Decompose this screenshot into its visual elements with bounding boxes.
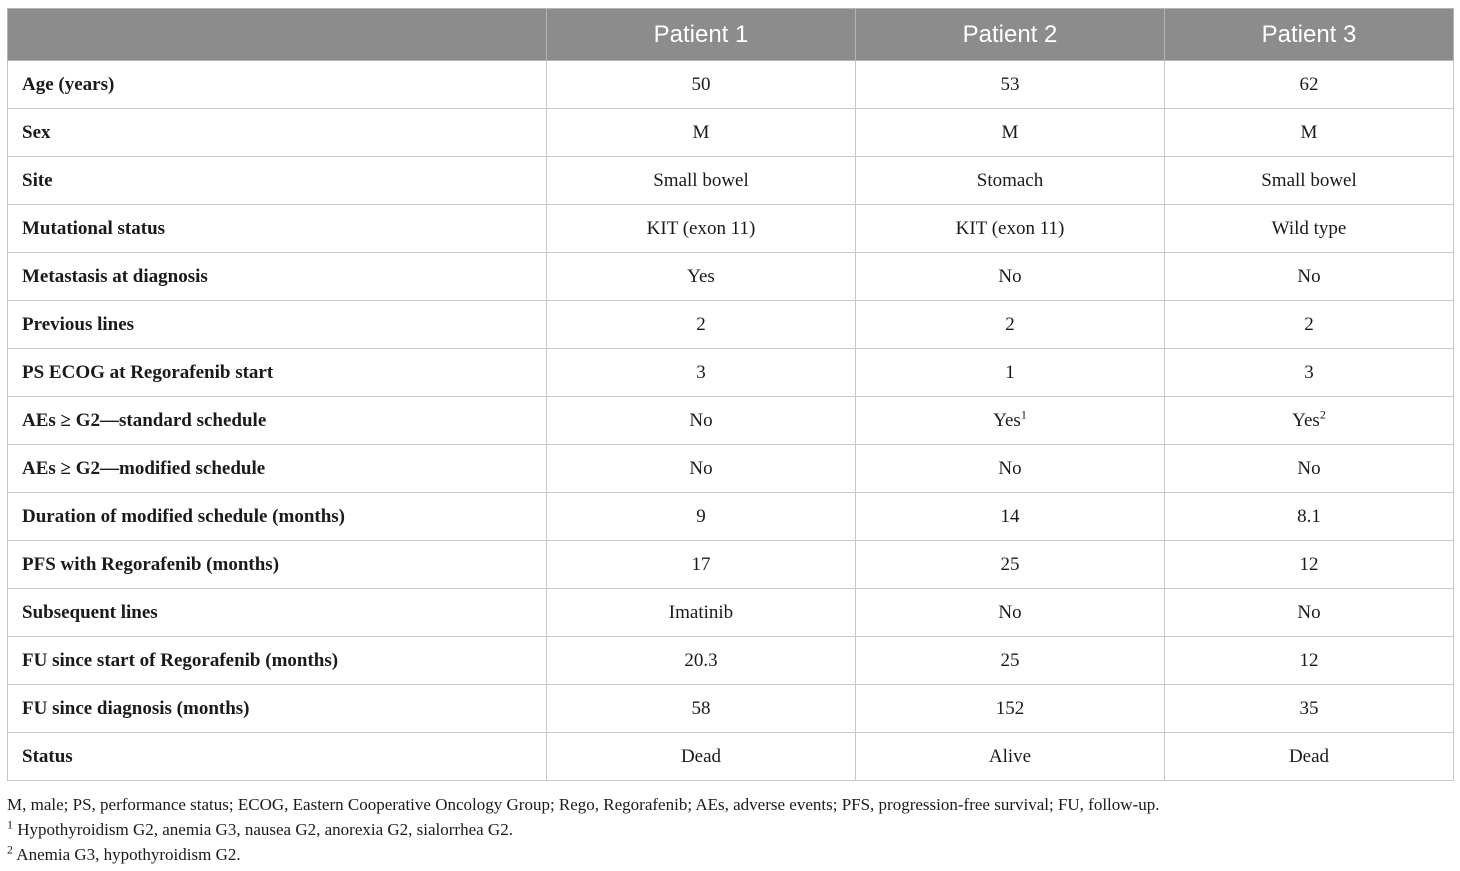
cell-patient-1 xyxy=(547,349,856,397)
footnote-1 xyxy=(7,817,1159,842)
cell-patient-1 xyxy=(547,109,856,157)
cell-value: 58 xyxy=(691,697,711,719)
footnote-marker: 1 xyxy=(1020,407,1027,422)
cell-patient-3 xyxy=(1165,685,1454,733)
cell-value: 12 xyxy=(1299,649,1319,671)
row-label: Age (years) xyxy=(8,61,547,109)
cell-patient-2 xyxy=(856,301,1165,349)
table-header xyxy=(8,9,1454,61)
cell-value: 2 xyxy=(1005,313,1015,335)
cell-value: 17 xyxy=(691,553,711,575)
cell-patient-1 xyxy=(547,685,856,733)
header-row xyxy=(8,9,1454,61)
row-label: AEs ≥ G2—standard schedule xyxy=(8,397,547,445)
cell-patient-2 xyxy=(856,109,1165,157)
patient-characteristics-table xyxy=(7,8,1454,781)
cell-patient-1 xyxy=(547,733,856,781)
footnote-2 xyxy=(7,842,1159,867)
cell-value: Stomach xyxy=(976,169,1044,191)
cell-patient-1 xyxy=(547,301,856,349)
row-label: FU since start of Regorafenib (months) xyxy=(8,637,547,685)
footnote-abbreviations: M, male; PS, performance status; ECOG, Eastern Cooperative Oncology Group; Rego, Regorafenib; AEs, adverse events; PFS, progression-free survival; FU, follow-up. xyxy=(7,795,1160,814)
table-body xyxy=(8,61,1454,781)
row-label: Metastasis at diagnosis xyxy=(8,253,547,301)
table-row xyxy=(8,349,1454,397)
cell-patient-3 xyxy=(1165,397,1454,445)
cell-patient-1 xyxy=(547,253,856,301)
cell-value: 12 xyxy=(1299,553,1319,575)
cell-value: 3 xyxy=(696,361,706,383)
cell-patient-3 xyxy=(1165,301,1454,349)
cell-value: 14 xyxy=(1000,505,1020,527)
cell-value: No xyxy=(1297,265,1321,287)
footnote-1-marker: 1 xyxy=(7,817,13,832)
cell-value: 53 xyxy=(1000,73,1020,95)
cell-value: 2 xyxy=(1304,313,1314,335)
cell-patient-3 xyxy=(1165,205,1454,253)
cell-patient-3 xyxy=(1165,109,1454,157)
cell-patient-2 xyxy=(856,589,1165,637)
cell-value: No xyxy=(689,409,713,431)
cell-patient-1 xyxy=(547,61,856,109)
row-label: Site xyxy=(8,157,547,205)
cell-value: 25 xyxy=(1000,553,1020,575)
cell-patient-1 xyxy=(547,589,856,637)
table-row xyxy=(8,733,1454,781)
cell-patient-1 xyxy=(547,205,856,253)
cell-value: Wild type xyxy=(1271,217,1347,239)
cell-value: M xyxy=(1001,121,1019,143)
table-row xyxy=(8,637,1454,685)
cell-value: 62 xyxy=(1299,73,1319,95)
cell-patient-3 xyxy=(1165,253,1454,301)
cell-value: No xyxy=(998,601,1022,623)
cell-value: 2 xyxy=(696,313,706,335)
cell-patient-3 xyxy=(1165,637,1454,685)
table-row xyxy=(8,589,1454,637)
cell-patient-3 xyxy=(1165,157,1454,205)
table-row xyxy=(8,253,1454,301)
row-label: Mutational status xyxy=(8,205,547,253)
cell-value: Small bowel xyxy=(1261,169,1357,191)
footnote-1-text: Hypothyroidism G2, anemia G3, nausea G2, anorexia G2, sialorrhea G2. xyxy=(13,820,513,839)
cell-value: KIT (exon 11) xyxy=(955,217,1065,239)
cell-patient-2 xyxy=(856,61,1165,109)
row-label: Status xyxy=(8,733,547,781)
cell-patient-3 xyxy=(1165,61,1454,109)
cell-value: No xyxy=(689,457,713,479)
cell-patient-1 xyxy=(547,637,856,685)
cell-patient-3 xyxy=(1165,493,1454,541)
cell-patient-1 xyxy=(547,541,856,589)
cell-value: No xyxy=(1297,457,1321,479)
cell-value: KIT (exon 11) xyxy=(646,217,756,239)
cell-value: Yes xyxy=(1292,409,1320,431)
cell-patient-2 xyxy=(856,685,1165,733)
header-cell-patient-1: Patient 1 xyxy=(547,9,856,61)
row-label: PFS with Regorafenib (months) xyxy=(8,541,547,589)
cell-value: M xyxy=(692,121,710,143)
cell-value: 8.1 xyxy=(1297,505,1321,527)
cell-value: M xyxy=(1300,121,1318,143)
cell-value: Yes xyxy=(993,409,1021,431)
cell-value: 1 xyxy=(1005,361,1015,383)
row-label: Duration of modified schedule (months) xyxy=(8,493,547,541)
cell-patient-2 xyxy=(856,637,1165,685)
table-row xyxy=(8,109,1454,157)
cell-value: No xyxy=(998,265,1022,287)
cell-value: 20.3 xyxy=(684,649,718,671)
table-row xyxy=(8,301,1454,349)
cell-patient-1 xyxy=(547,493,856,541)
cell-value: Alive xyxy=(988,745,1032,767)
cell-patient-2 xyxy=(856,205,1165,253)
row-label: Subsequent lines xyxy=(8,589,547,637)
cell-patient-1 xyxy=(547,157,856,205)
table-row xyxy=(8,61,1454,109)
cell-patient-3 xyxy=(1165,445,1454,493)
header-cell-patient-2: Patient 2 xyxy=(856,9,1165,61)
table-row xyxy=(8,157,1454,205)
table-row xyxy=(8,205,1454,253)
cell-value: Small bowel xyxy=(653,169,749,191)
cell-patient-1 xyxy=(547,445,856,493)
cell-patient-2 xyxy=(856,733,1165,781)
table-footnotes xyxy=(7,792,1159,867)
header-cell-patient-3: Patient 3 xyxy=(1165,9,1454,61)
row-label: FU since diagnosis (months) xyxy=(8,685,547,733)
cell-value: 3 xyxy=(1304,361,1314,383)
cell-patient-2 xyxy=(856,397,1165,445)
table-row xyxy=(8,493,1454,541)
cell-value: 25 xyxy=(1000,649,1020,671)
cell-value: Imatinib xyxy=(668,601,734,623)
cell-patient-3 xyxy=(1165,349,1454,397)
cell-patient-2 xyxy=(856,157,1165,205)
cell-patient-2 xyxy=(856,349,1165,397)
cell-value: 152 xyxy=(995,697,1025,719)
row-label: Sex xyxy=(8,109,547,157)
row-label: Previous lines xyxy=(8,301,547,349)
cell-value: 35 xyxy=(1299,697,1319,719)
cell-value: No xyxy=(1297,601,1321,623)
cell-value: Yes xyxy=(687,265,715,287)
cell-value: 50 xyxy=(691,73,711,95)
table-row xyxy=(8,541,1454,589)
header-cell-empty xyxy=(8,9,547,61)
cell-value: No xyxy=(998,457,1022,479)
cell-patient-2 xyxy=(856,541,1165,589)
footnote-2-marker: 2 xyxy=(7,842,13,857)
cell-patient-2 xyxy=(856,445,1165,493)
table-row xyxy=(8,445,1454,493)
cell-value: Dead xyxy=(680,745,722,767)
row-label: PS ECOG at Regorafenib start xyxy=(8,349,547,397)
footnote-2-text: Anemia G3, hypothyroidism G2. xyxy=(13,845,241,864)
cell-patient-1 xyxy=(547,397,856,445)
patient-table-container xyxy=(7,8,1453,781)
row-label: AEs ≥ G2—modified schedule xyxy=(8,445,547,493)
cell-patient-3 xyxy=(1165,541,1454,589)
table-row xyxy=(8,685,1454,733)
cell-patient-3 xyxy=(1165,589,1454,637)
footnote-marker: 2 xyxy=(1319,407,1326,422)
cell-value: Dead xyxy=(1288,745,1330,767)
cell-value: 9 xyxy=(696,505,706,527)
cell-patient-2 xyxy=(856,253,1165,301)
table-row xyxy=(8,397,1454,445)
cell-patient-3 xyxy=(1165,733,1454,781)
cell-patient-2 xyxy=(856,493,1165,541)
